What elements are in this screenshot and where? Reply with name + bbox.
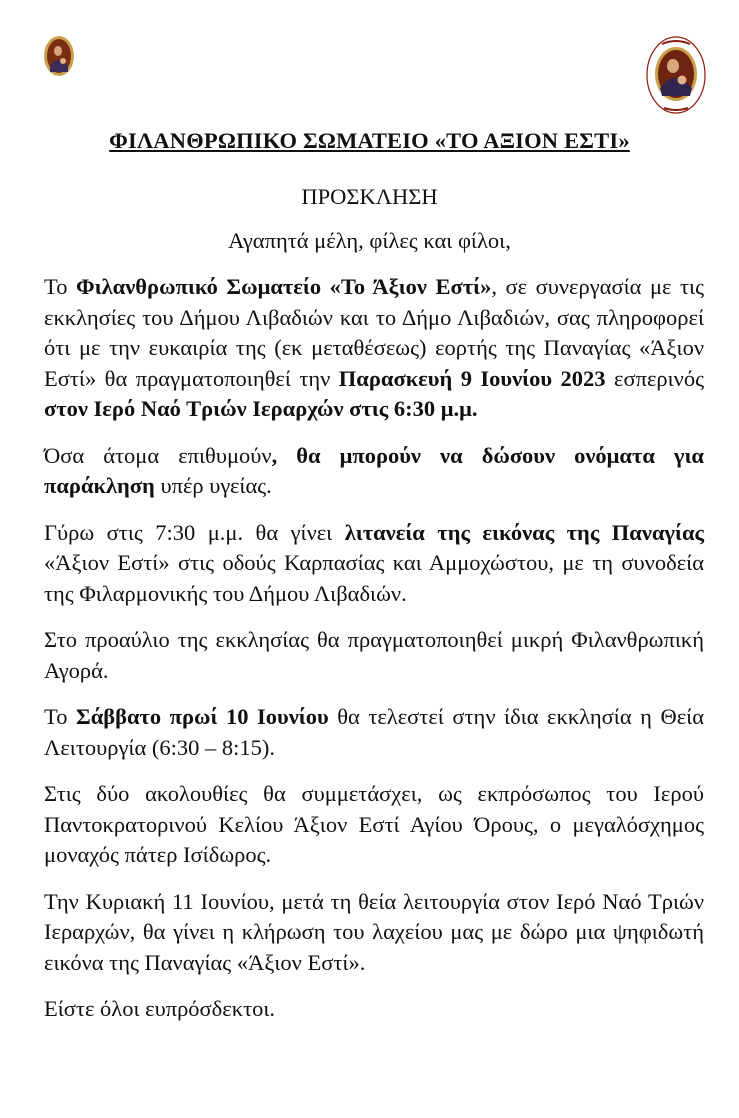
paragraph-lottery: Την Κυριακή 11 Ιουνίου, μετά τη θεία λειτουργία στον Ιερό Ναό Τριών Ιεραρχών, θα γίνει η κλήρωση του λαχείου μας με δώρο μια ψηφιδωτή εικόνα της Παναγίας «Άξιον Εστί». (44, 888, 704, 975)
paragraph-announcement: Το Φιλανθρωπικό Σωματείο «Το Άξιον Εστί», σε συνεργασία με τις εκκλησίες του Δήμου Λιβαδιών και το Δήμο Λιβαδιών, σας πληροφορεί ότι με την ευκαιρία της (εκ μεταθέσεως) εορτής της Παναγίας «Άξιον Εστί» θα πραγματοποιηθεί την Παρασκευή 9 Ιουνίου 2023 εσπερινός στον Ιερό Ναό Τριών Ιεραρχών στις 6:30 μ.μ. (44, 274, 705, 421)
paragraph-charity-market: Στο προαύλιο της εκκλησίας θα πραγματοποιηθεί μικρή Φιλανθρωπική Αγορά. (44, 627, 704, 683)
paragraph-representative: Στις δύο ακολουθίες θα συμμετάσχει, ως εκπρόσωπος του Ιερού Παντοκρατορινού Κελίου Άξιον Εστί Αγίου Όρους, ο μεγαλόσχημος μοναχός πάτερ Ισίδωρος. (44, 781, 704, 867)
paragraph-procession: Γύρω στις 7:30 μ.μ. θα γίνει λιτανεία της εικόνας της Παναγίας «Άξιον Εστί» στις οδούς Καρπασίας και Αμμοχώστου, με τη συνοδεία της Φιλαρμονικής του Δήμου Λιβαδιών. (44, 519, 704, 606)
left-logo (44, 36, 74, 76)
closing-line: Είστε όλοι ευπρόσδεκτοι. (44, 996, 276, 1021)
organization-title: ΦΙΛΑΝΘΡΩΠΙΚΟ ΣΩΜΑΤΕΙΟ «ΤΟ ΑΞΙΟΝ ΕΣΤΙ» (109, 128, 630, 153)
document-heading: ΠΡΟΣΚΛΗΣΗ (301, 184, 438, 209)
paragraph-prayer-names: Όσα άτομα επιθυμούν, θα μπορούν να δώσουν ονόματα για παράκληση υπέρ υγείας. (44, 442, 704, 498)
organization-name: Φιλανθρωπικό Σωματείο «Το Άξιον Εστί» (75, 274, 492, 299)
virgin-mary-icon (44, 36, 74, 76)
right-logo-seal (646, 36, 706, 114)
letter-body (44, 272, 704, 1041)
vespers-location: στον Ιερό Ναό Τριών Ιεραρχών στις 6:30 μ.μ. (44, 396, 478, 421)
virgin-mary-seal-icon (646, 36, 706, 114)
vespers-date: Παρασκευή 9 Ιουνίου 2023 (338, 365, 606, 391)
greeting: Αγαπητά μέλη, φίλες και φίλοι, (228, 228, 511, 253)
paragraph-liturgy: Το Σάββατο πρωί 10 Ιουνίου θα τελεστεί στην ίδια εκκλησία η Θεία Λειτουργία (6:30 – 8:15). (44, 704, 704, 760)
